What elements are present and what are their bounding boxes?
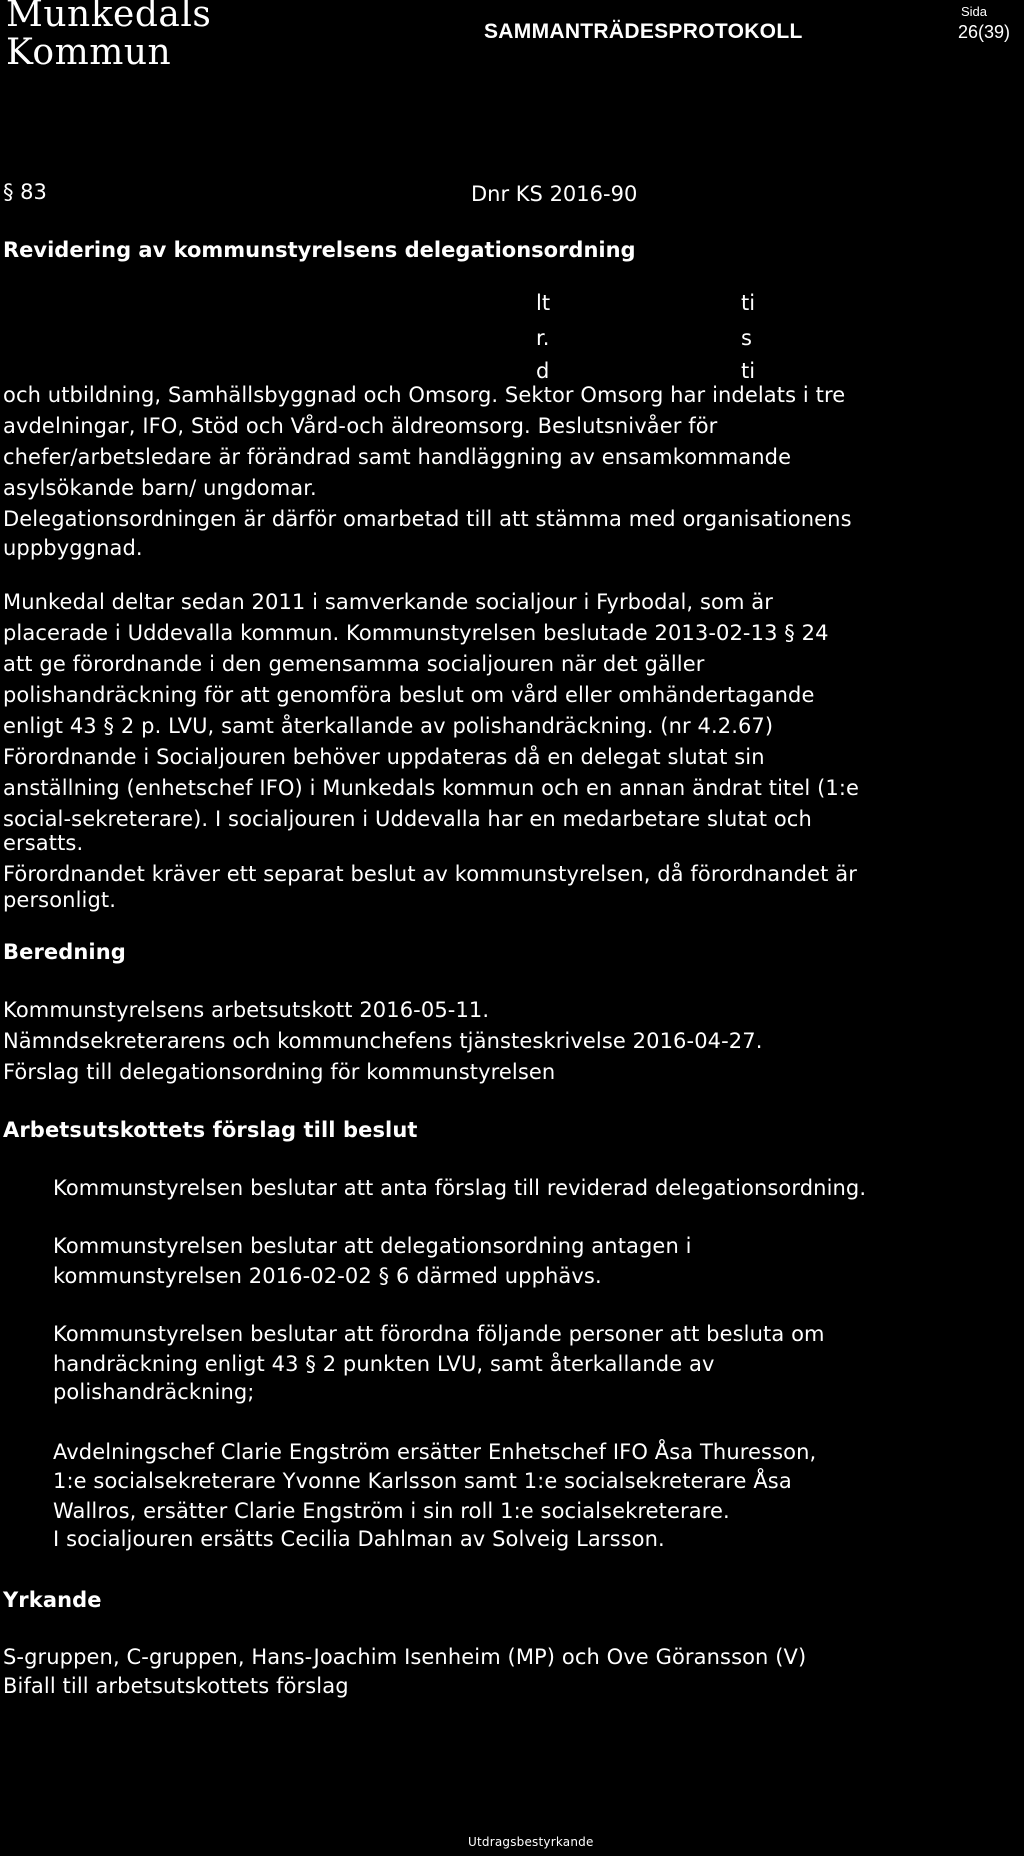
- body-text-line: chefer/arbetsledare är förändrad samt handläggning av ensamkommande: [3, 445, 792, 469]
- proposal-line: Wallros, ersätter Clarie Engström i sin roll 1:e socialsekreterare.: [53, 1499, 730, 1523]
- document-type-title: SAMMANTRÄDESPROTOKOLL: [484, 20, 803, 43]
- page-label: Sida: [961, 4, 988, 19]
- text-fragment: ti: [741, 359, 756, 383]
- body-text-line: personligt.: [3, 888, 116, 912]
- proposal-line: 1:e socialsekreterare Yvonne Karlsson samt 1:e socialsekreterare Åsa: [53, 1469, 792, 1493]
- body-text-line: Förordnandet kräver ett separat beslut av kommunstyrelsen, då förordnandet är: [3, 862, 857, 886]
- yrkande-heading: Yrkande: [3, 1588, 102, 1612]
- proposal-line: kommunstyrelsen 2016-02-02 § 6 därmed upphävs.: [53, 1264, 602, 1288]
- proposal-line: Kommunstyrelsen beslutar att anta förslag till reviderad delegationsordning.: [53, 1176, 867, 1200]
- diary-number: Dnr KS 2016-90: [471, 182, 638, 206]
- proposal-line: polishandräckning;: [53, 1380, 255, 1404]
- text-fragment: s: [741, 326, 752, 350]
- beredning-line: Kommunstyrelsens arbetsutskott 2016-05-11.: [3, 998, 490, 1022]
- body-text-line: anställning (enhetschef IFO) i Munkedals kommun och en annan ändrat titel (1:e: [3, 776, 860, 800]
- body-text-line: Delegationsordningen är därför omarbetad till att stämma med organisationens: [3, 507, 852, 531]
- body-text-line: avdelningar, IFO, Stöd och Vård-och äldreomsorg. Beslutsnivåer för: [3, 414, 718, 438]
- section-number: § 83: [3, 180, 47, 204]
- text-fragment: lt: [536, 291, 551, 315]
- proposal-line: I socialjouren ersätts Cecilia Dahlman av Solveig Larsson.: [53, 1527, 665, 1551]
- body-text-line: och utbildning, Samhällsbyggnad och Omsorg. Sektor Omsorg har indelats i tre: [3, 383, 846, 407]
- municipality-name-line2: Kommun: [6, 32, 172, 73]
- body-text-line: Förordnande i Socialjouren behöver uppdateras då en delegat slutat sin: [3, 745, 765, 769]
- body-text-line: Munkedal deltar sedan 2011 i samverkande socialjour i Fyrbodal, som är: [3, 590, 773, 614]
- page-number: 26(39): [958, 22, 1011, 42]
- body-text-line: asylsökande barn/ ungdomar.: [3, 476, 317, 500]
- text-fragment: ti: [741, 291, 756, 315]
- beredning-line: Förslag till delegationsordning för kommunstyrelsen: [3, 1060, 556, 1084]
- section-title: Revidering av kommunstyrelsens delegationsordning: [3, 238, 636, 262]
- beredning-heading: Beredning: [3, 940, 126, 964]
- body-text-line: polishandräckning för att genomföra beslut om vård eller omhändertagande: [3, 683, 815, 707]
- proposal-heading: Arbetsutskottets förslag till beslut: [3, 1118, 418, 1142]
- proposal-line: Avdelningschef Clarie Engström ersätter Enhetschef IFO Åsa Thuresson,: [53, 1440, 817, 1464]
- body-text-line: enligt 43 § 2 p. LVU, samt återkallande av polishandräckning. (nr 4.2.67): [3, 714, 774, 738]
- body-text-line: ersatts.: [3, 831, 84, 855]
- text-fragment: r.: [536, 326, 550, 350]
- body-text-line: social-sekreterare). I socialjouren i Uddevalla har en medarbetare slutat och: [3, 807, 812, 831]
- beredning-line: Nämndsekreterarens och kommunchefens tjänsteskrivelse 2016-04-27.: [3, 1029, 763, 1053]
- proposal-line: Kommunstyrelsen beslutar att förordna följande personer att besluta om: [53, 1322, 825, 1346]
- body-text-line: att ge förordnande i den gemensamma socialjouren när det gäller: [3, 652, 705, 676]
- yrkande-line: Bifall till arbetsutskottets förslag: [3, 1674, 349, 1698]
- text-fragment: d: [536, 359, 550, 383]
- municipality-name-line1: Munkedals: [6, 0, 212, 35]
- proposal-line: Kommunstyrelsen beslutar att delegationsordning antagen i: [53, 1234, 692, 1258]
- body-text-line: placerade i Uddevalla kommun. Kommunstyrelsen beslutade 2013-02-13 § 24: [3, 621, 829, 645]
- proposal-line: handräckning enligt 43 § 2 punkten LVU, samt återkallande av: [53, 1352, 715, 1376]
- yrkande-line: S-gruppen, C-gruppen, Hans-Joachim Isenheim (MP) och Ove Göransson (V): [3, 1645, 807, 1669]
- certification-stamp-label: Utdragsbestyrkande: [468, 1835, 594, 1849]
- body-text-line: uppbyggnad.: [3, 536, 143, 560]
